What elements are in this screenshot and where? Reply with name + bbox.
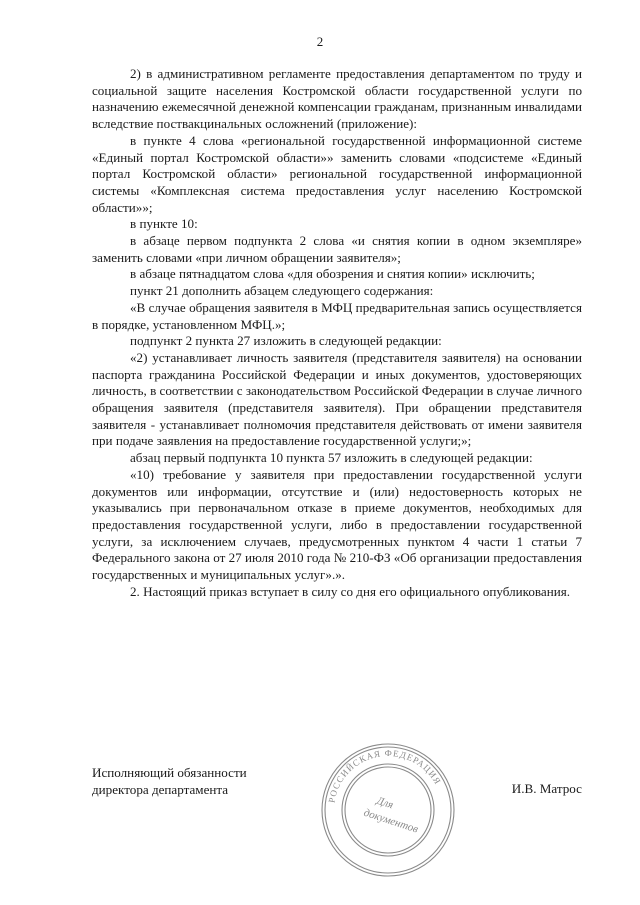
stamp-ring-text: РОССИЙСКАЯ ФЕДЕРАЦИЯ	[326, 747, 444, 804]
paragraph-requirement-quote: «10) требование у заявителя при предоставлении государственной услуги документов или информации, отсутствие и (или) недостоверность которых не указывались при первоначальном отказе в приеме документов, необходимых для предоставления государственной услуги, либо в предоставлении государственной услуги, за исключением случаев, предусмотренных пунктом 4 части 1 статьи 7 Федерального закона от 27 июля 2010 года № 210-ФЗ «Об организации предоставления государственных и муниципальных услуг».».	[92, 466, 582, 583]
paragraph-identity-quote: «2) устанавливает личность заявителя (представителя заявителя) на основании паспорта гражданина Российской Федерации и иных документов, удостоверяющих личность, в соответствии с законодательством Российской Федерации в случае личного обращения заявителя (представителя заявителя). При обращении представителя заявителя - устанавливает полномочия представителя действовать от имени заявителя при подаче заявления на предоставление государственной услуги;»;	[92, 349, 582, 449]
paragraph-effective-date: 2. Настоящий приказ вступает в силу со дня его официального опубликования.	[130, 583, 571, 599]
paragraph-item-21: пункт 21 дополнить абзацем следующего содержания:	[130, 283, 434, 299]
signer-title-line-1: Исполняющий обязанности	[92, 765, 247, 780]
signer-title-line-2: директора департамента	[92, 782, 229, 797]
document-body	[92, 66, 582, 601]
paragraph-item-27: подпункт 2 пункта 27 изложить в следующей редакции:	[130, 333, 442, 349]
paragraph-regulation-amendment: 2) в административном регламенте предоставления департаментом по труду и социальной защите населения Костромской области государственной услуги по назначению ежемесячной денежной компенсации гражданам, признанным инвалидами вследствие поствакцинальных осложнений (приложение):	[92, 66, 582, 132]
paragraph-mfc-quote: «В случае обращения заявителя в МФЦ предварительная запись осуществляется в порядке, установленном МФЦ.»;	[92, 299, 582, 332]
paragraph-subitem-2: в абзаце первом подпункта 2 слова «и снятия копии в одном экземпляре» заменить словами «при личном обращении заявителя»;	[92, 233, 582, 265]
paragraph-item-57: абзац первый подпункта 10 пункта 57 изложить в следующей редакции:	[130, 450, 533, 466]
paragraph-item-4: в пункте 4 слова «региональной государственной информационной системе «Единый портал Костромской области»» заменить словами «подсистеме «Единый портал Костромской области» региональной государственной информационной системы «Комплексная система предоставления услуг населению Костромской области»»;	[92, 132, 582, 215]
signer-title	[92, 764, 332, 798]
stamp-center-label-2: документов	[362, 806, 420, 836]
official-stamp	[318, 740, 458, 880]
page-number: 2	[316, 34, 324, 49]
signer-name: И.В. Матрос	[511, 781, 582, 796]
paragraph-item-10: в пункте 10:	[130, 216, 198, 232]
paragraph-fifteenth: в абзаце пятнадцатом слова «для обозрения и снятия копии» исключить;	[130, 266, 535, 282]
stamp-center-label: Для	[375, 794, 395, 812]
